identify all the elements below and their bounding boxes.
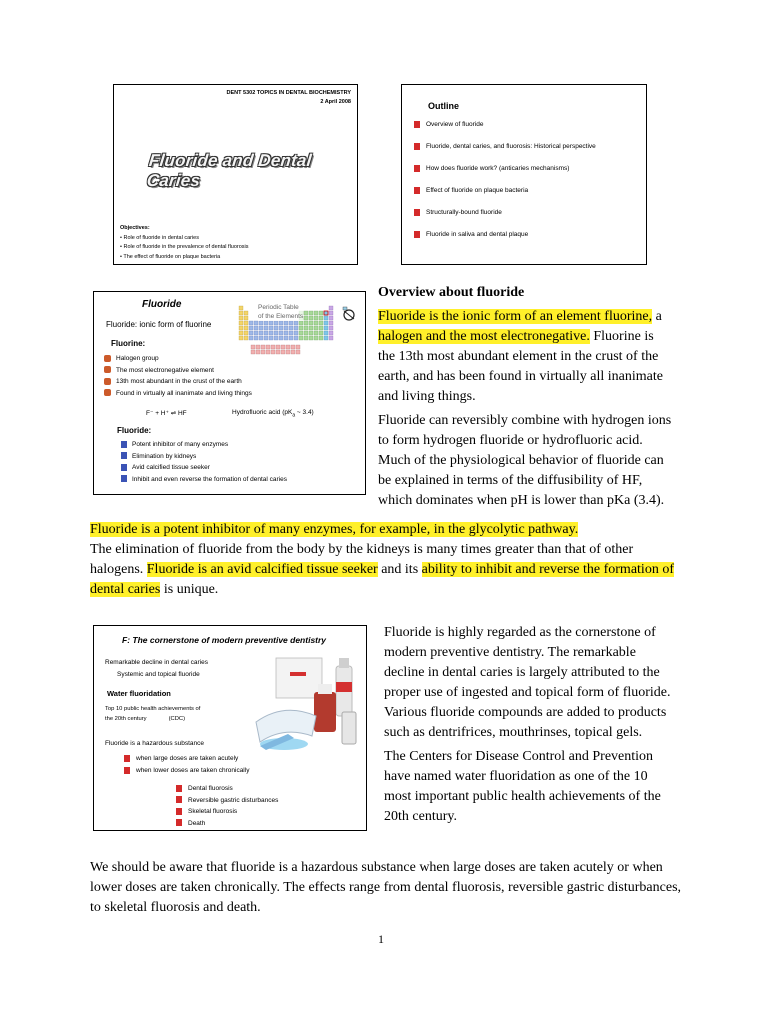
effects-list <box>176 783 278 829</box>
list-item: Dental fluorosis <box>176 783 278 795</box>
slide-title <box>113 84 358 265</box>
bullet-icon <box>124 755 130 762</box>
objectives-label: Objectives: <box>120 225 150 231</box>
list-item: Halogen group <box>104 353 252 365</box>
bullet-icon <box>176 819 182 826</box>
bullet-icon <box>121 452 127 459</box>
fluorine-label: Fluorine: <box>111 339 146 348</box>
bullet-icon <box>121 475 127 482</box>
cornerstone-paragraph: Fluoride is highly regarded as the cornerstone of modern preventive dentistry. The remarkable decline in dental caries is largely attributed to the proper use of ingested and topical form of fluoride. Various fluoride compounds are added to products such as dentrifrices, mouthrinses, topical gels. <box>384 625 671 740</box>
caries-decline: Remarkable decline in dental caries <box>105 659 208 666</box>
fluoride-list <box>121 439 287 485</box>
list-item: 13th most abundant in the crust of the earth <box>104 376 252 388</box>
equation: F⁻ + H⁺ ⇌ HF <box>146 410 187 417</box>
slide-fluoride <box>93 291 366 495</box>
list-item: Skeletal fluorosis <box>176 806 278 818</box>
list-item: Elimination by kidneys <box>121 451 287 463</box>
periodic-table-label: Periodic Table of the Elements <box>258 304 304 320</box>
bullet-icon <box>176 785 182 792</box>
course-header: DENT 5302 TOPICS IN DENTAL BIOCHEMISTRY 2 April 2008 <box>226 90 351 105</box>
bullet-icon <box>104 389 111 396</box>
slide-heading: F: The cornerstone of modern preventive dentistry <box>122 635 327 645</box>
top10-text: Top 10 public health achievements of the 20th century (CDC) <box>105 706 201 722</box>
hazard-list <box>124 753 249 777</box>
slide-subtitle: Fluoride: ionic form of fluorine <box>106 320 212 329</box>
bullet-icon <box>176 808 182 815</box>
systemic-topical: Systemic and topical fluoride <box>117 671 200 678</box>
cornerstone-section <box>384 623 674 827</box>
overview-paragraph-2: Fluoride can reversibly combine with hydrogen ions to form hydrogen fluoride or hydrofluoric acid. Much of the physiological behavior of fluoride can be explained in terms of the diffusibility of HF, which dominates when pH is lower than pKa (3.4). <box>378 413 672 508</box>
slide-outline <box>401 84 647 265</box>
bullet-icon <box>414 187 420 194</box>
hf-pka: Hydrofluoric acid ($pK_a$ ~ 3.4) <box>232 409 314 419</box>
list-item: Fluoride in saliva and dental plaque <box>414 231 596 253</box>
list-item: Overview of fluoride <box>414 121 596 143</box>
bullet-icon <box>414 143 420 150</box>
list-item: Inhibit and even reverse the formation of dental caries <box>121 474 287 486</box>
slide-title-text: Fluoride and Dental Caries <box>146 151 313 190</box>
list-item: Found in virtually all inanimate and living things <box>104 388 252 400</box>
bullet-icon <box>104 378 111 385</box>
overview-paragraph-1: Fluoride is the ionic form of an element fluorine, a halogen and the most electronegative. Fluorine is the 13th most abundant element in the crust of the earth, and has been found in virtually all inanimate and living things. <box>378 309 663 404</box>
outline-title: Outline <box>428 101 459 111</box>
objectives <box>120 224 249 262</box>
slide-heading: Fluoride <box>142 299 182 310</box>
objective-item: • Role of fluoride in the prevalence of dental fluorosis <box>120 244 249 250</box>
list-item: Reversible gastric disturbances <box>176 795 278 807</box>
hazard-label: Fluoride is a hazardous substance <box>105 740 205 747</box>
hazard-paragraph: We should be aware that fluoride is a hazardous substance when large doses are taken acutely or when lower doses are taken chronically. The effects range from dental fluorosis, reversible gastric disturbances, to skeletal fluorosis and death. <box>90 860 682 915</box>
cdc-paragraph: The Centers for Disease Control and Prevention have named water fluoridation as one of the 10 most important public health achievements of the 20th century. <box>384 749 661 824</box>
list-item: Avid calcified tissue seeker <box>121 462 287 474</box>
fluorine-list <box>104 353 252 399</box>
periodic-table-image <box>237 302 362 360</box>
list-item: when lower doses are taken chronically <box>124 765 249 777</box>
list-item: Potent inhibitor of many enzymes <box>121 439 287 451</box>
outline-list <box>414 121 596 253</box>
slide-cornerstone <box>93 625 367 831</box>
bullet-icon <box>414 231 420 238</box>
fluoride-products-image <box>254 652 364 754</box>
list-item: Structurally-bound fluoride <box>414 209 596 231</box>
bullet-icon <box>104 366 111 373</box>
water-fluoridation-label: Water fluoridation <box>107 689 171 698</box>
bullet-icon <box>414 165 420 172</box>
bullet-icon <box>176 796 182 803</box>
list-item: when large doses are taken acutely <box>124 753 249 765</box>
page-number: 1 <box>378 932 384 946</box>
objective-item: • The effect of fluoride on plaque bacteria <box>120 253 221 260</box>
bullet-icon <box>104 355 111 362</box>
overview-section <box>378 283 673 511</box>
list-item: How does fluoride work? (anticaries mechanisms) <box>414 165 596 187</box>
inhibitor-paragraph: Fluoride is a potent inhibitor of many enzymes, for example, in the glycolytic pathway. The elimination of fluoride from the body by the kidneys is many times greater than that of other halogens. Fluoride is an avid calcified tissue seeker and its ability to inhibit and reverse the formation of dental caries is unique. <box>90 522 674 597</box>
list-item: Fluoride, dental caries, and fluorosis: Historical perspective <box>414 143 596 165</box>
fluoride-label: Fluoride: <box>117 426 152 435</box>
bullet-icon <box>121 441 127 448</box>
bullet-icon <box>124 767 130 774</box>
bullet-icon <box>414 209 420 216</box>
bullet-icon <box>414 121 420 128</box>
list-item: Effect of fluoride on plaque bacteria <box>414 187 596 209</box>
bullet-icon <box>121 464 127 471</box>
list-item: Death <box>176 818 278 830</box>
section-heading: Overview about fluoride <box>378 285 525 300</box>
list-item: The most electronegative element <box>104 365 252 377</box>
objective-item: • Role of fluoride in dental caries <box>120 234 199 241</box>
